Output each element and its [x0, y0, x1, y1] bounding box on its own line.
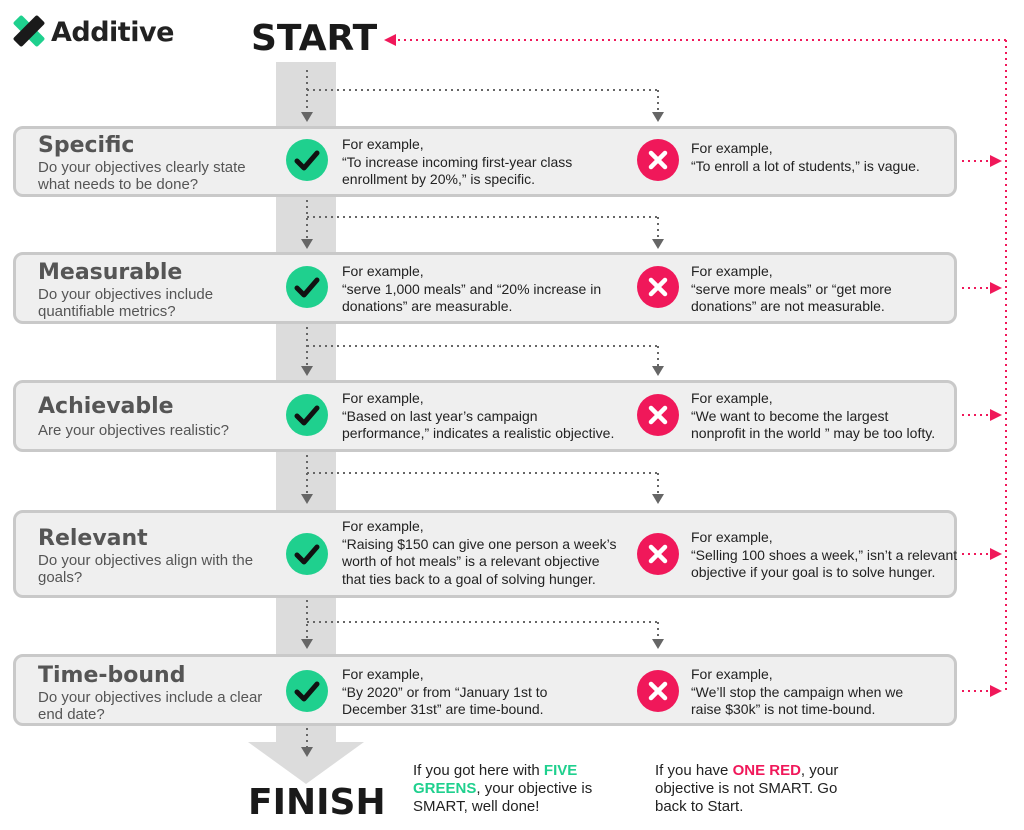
check-icon — [286, 266, 328, 308]
step-question: Do your objectives include quantifiable metrics? — [38, 286, 214, 320]
start-label: START — [251, 18, 378, 59]
step-question: Are your objectives realistic? — [38, 422, 229, 439]
finish-note-green: If you got here with FIVE GREENS, your objective is SMART, well done! — [413, 762, 593, 815]
good-example: For example, “By 2020” or from “January 1st to December 31st” are time-bound. — [342, 666, 548, 717]
bad-example: For example, “serve more meals” or “get more donations” are not measurable. — [691, 263, 892, 314]
cross-icon — [637, 533, 679, 575]
highlight-five-greens: FIVE GREENS — [413, 762, 578, 797]
cross-icon — [637, 139, 679, 181]
brand-name: Additive — [51, 16, 174, 48]
good-example: For example, “serve 1,000 meals” and “20% increase in donations” are measurable. — [342, 263, 602, 314]
highlight-one-red: ONE RED — [732, 762, 801, 779]
cross-icon — [637, 394, 679, 436]
bad-example: For example, “We’ll stop the campaign when we raise $30k” is not time-bound. — [691, 666, 904, 717]
step-title: Specific — [38, 133, 135, 158]
step-title: Time-bound — [38, 663, 186, 688]
good-example: For example, “Based on last year’s campaign performance,” indicates a realistic objective. — [342, 390, 615, 441]
check-icon — [286, 670, 328, 712]
finish-note-red: If you have ONE RED, your objective is not SMART. Go back to Start. — [655, 762, 839, 815]
step-question: Do your objectives include a clear end date? — [38, 689, 263, 723]
step-title: Relevant — [38, 526, 148, 551]
step-question: Do your objectives align with the goals? — [38, 552, 254, 586]
step-title: Achievable — [38, 394, 174, 419]
check-icon — [286, 139, 328, 181]
bad-example: For example, “We want to become the largest nonprofit in the world ” may be too lofty. — [691, 390, 936, 441]
check-icon — [286, 533, 328, 575]
check-icon — [286, 394, 328, 436]
bad-example: For example, “Selling 100 shoes a week,” isn’t a relevant objective if your goal is to solve hunger. — [691, 529, 958, 580]
finish-label: FINISH — [248, 782, 386, 823]
step-title: Measurable — [38, 260, 183, 285]
cross-icon — [637, 266, 679, 308]
cross-icon — [637, 670, 679, 712]
bad-example: For example, “To enroll a lot of students,” is vague. — [691, 140, 920, 174]
good-example: For example, “Raising $150 can give one person a week’s worth of hot meals” is a relevant objective that ties back to a goal of solving hunger. — [342, 518, 617, 587]
step-question: Do your objectives clearly state what needs to be done? — [38, 159, 246, 193]
good-example: For example, “To increase incoming first-year class enrollment by 20%,” is specific. — [342, 136, 573, 187]
